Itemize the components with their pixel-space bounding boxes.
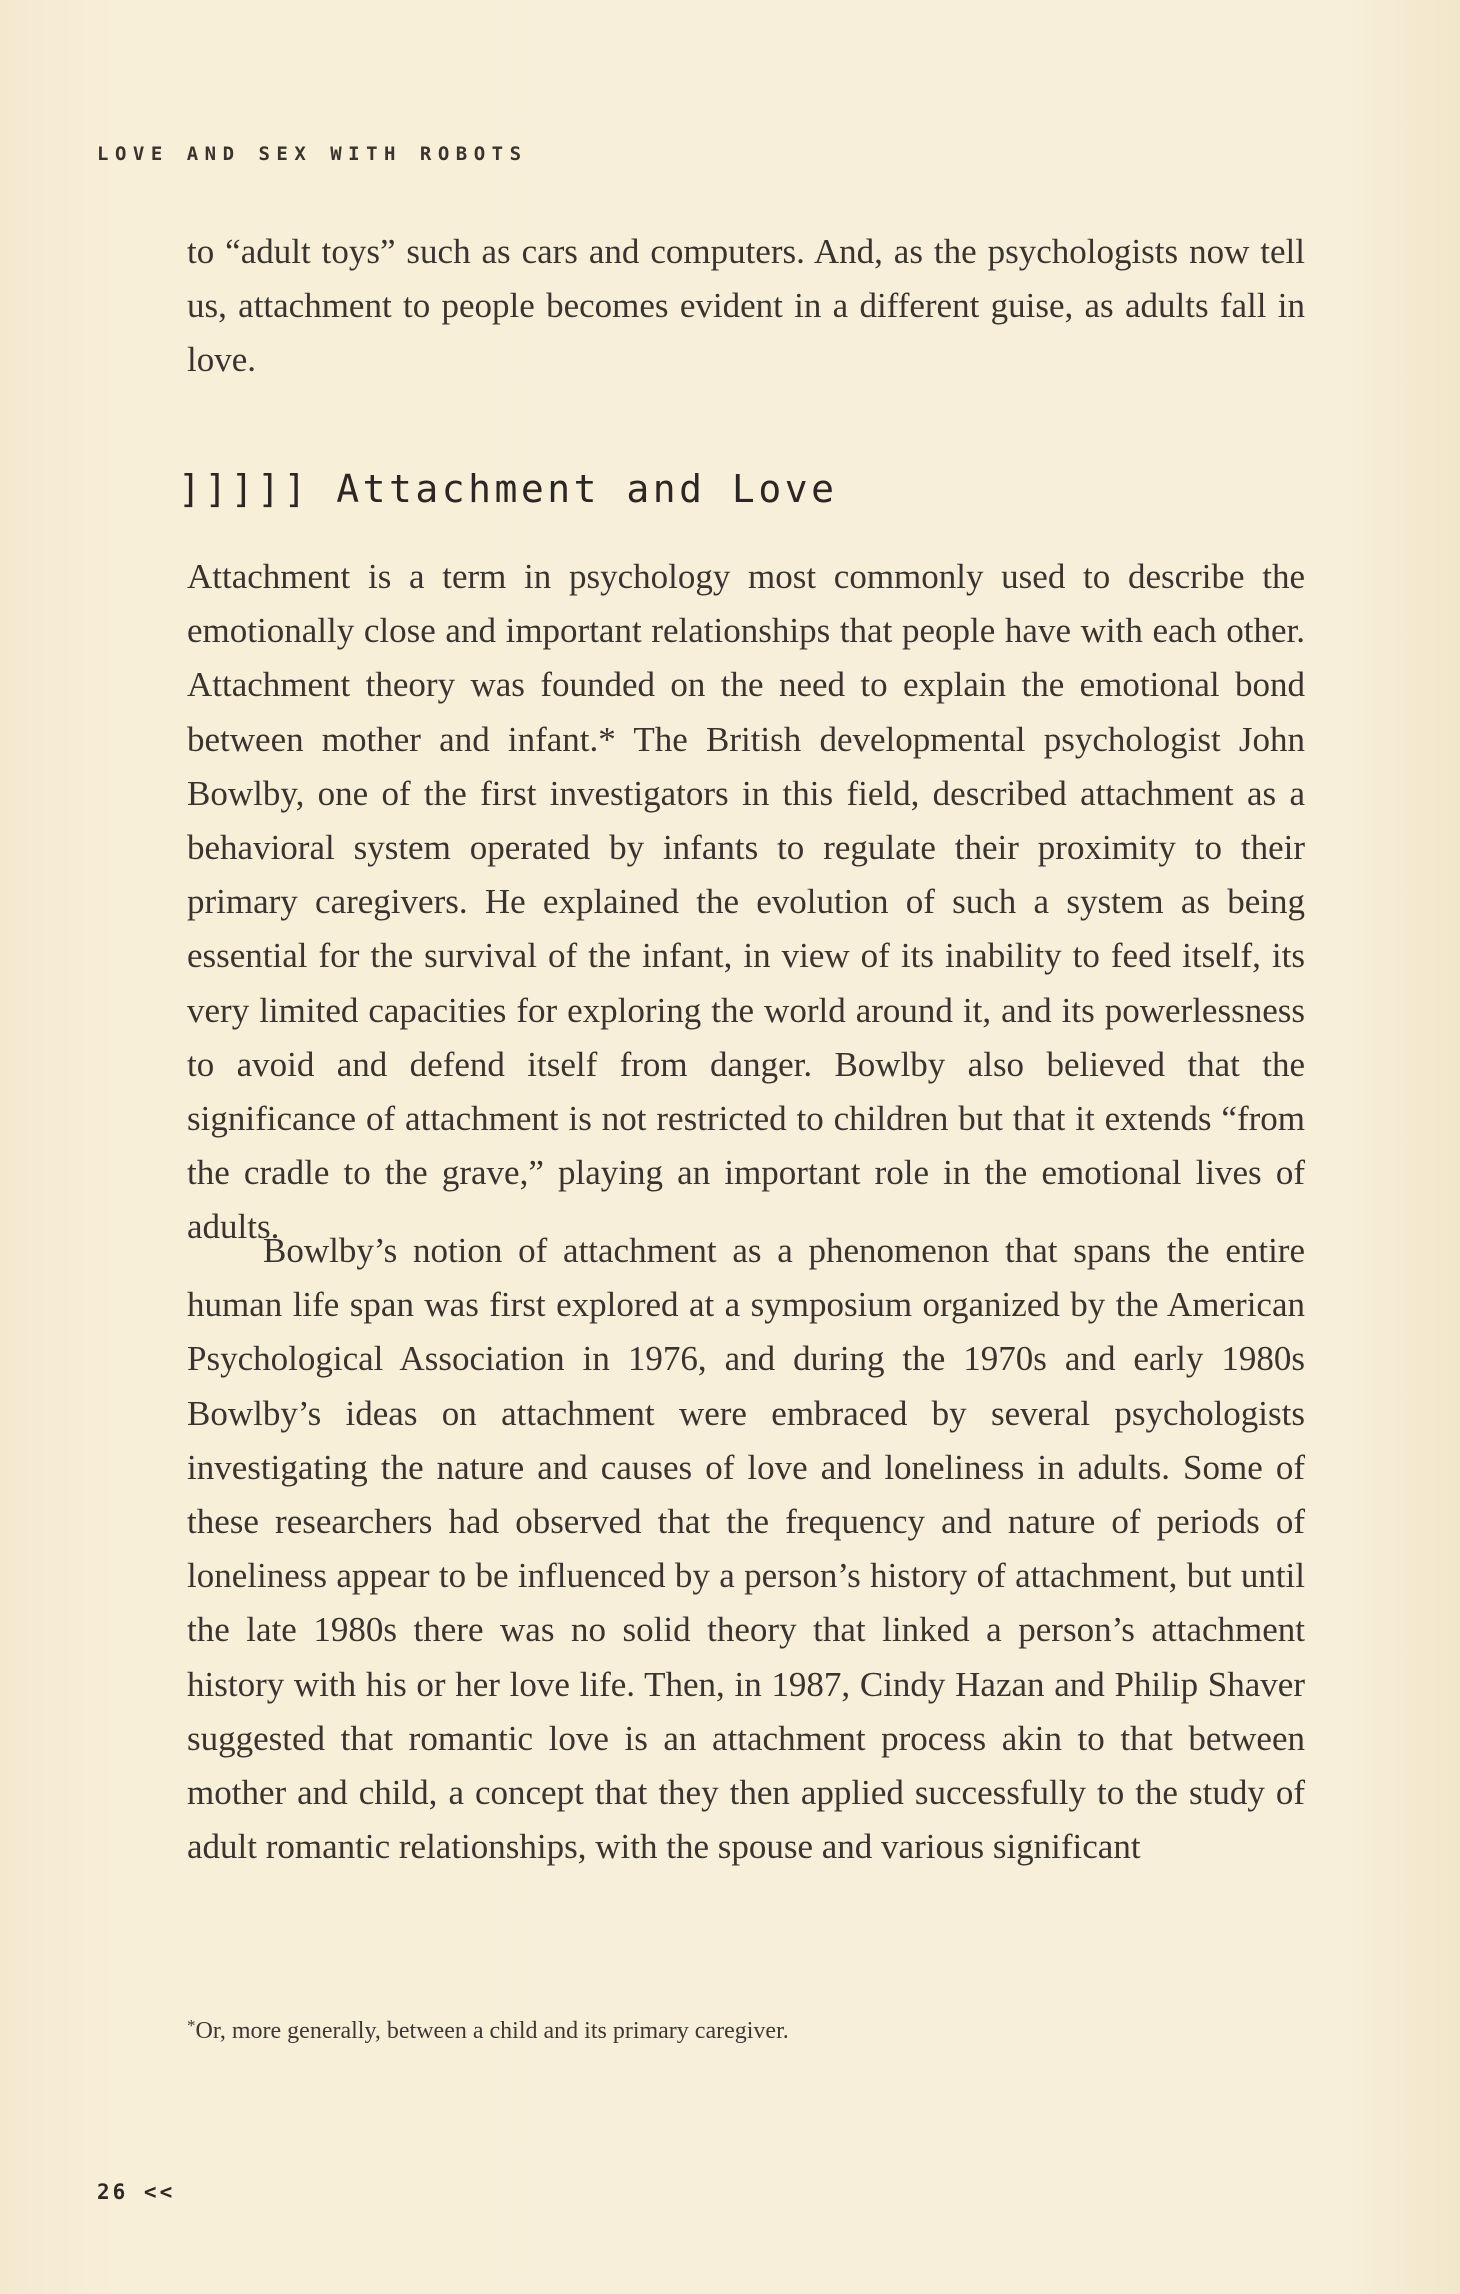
footnote-marker: * [187, 2016, 196, 2035]
section-heading: ]]]]] Attachment and Love [178, 467, 838, 511]
footnote-text: Or, more generally, between a child and its primary caregiver. [195, 2018, 789, 2044]
footnote [187, 2016, 789, 2045]
intro-paragraph: to “adult toys” such as cars and computers. And, as the psychologists now tell us, attachment to people becomes evident in a different guise, as adults fall in love. [187, 232, 1305, 380]
body-paragraph: Attachment is a term in psychology most commonly used to describe the emotionally close and important relationships that people have with each other. Attachment theory was founded on the need to explain the emotional bond between mother and infant.* The British developmental psychologist John Bowlby, one of the first investigators in this field, described attachment as a behavioral system operated by infants to regulate their proximity to their primary caregivers. He explained the evolution of such a system as being essential for the survival of the infant, in view of its inability to feed itself, its very limited capacities for exploring the world around it, and its powerlessness to avoid and defend itself from danger. Bowlby also believed that the significance of attachment is not restricted to children but that it extends “from the cradle to the grave,” playing an important role in the emotional lives of adults. [187, 557, 1305, 1247]
running-head: LOVE AND SEX WITH ROBOTS [97, 143, 528, 165]
page-number: 26 << [97, 2180, 176, 2204]
body-paragraph: Bowlby’s notion of attachment as a phenomenon that spans the entire human life span was first explored at a symposium organized by the American Psychological Association in 1976, and during the 1970s and early 1980s Bowlby’s ideas on attachment were embraced by several psychologists investigating the nature and causes of love and loneliness in adults. Some of these researchers had observed that the frequency and nature of periods of loneliness appear to be influenced by a person’s history of attachment, but until the late 1980s there was no solid theory that linked a person’s attachment history with his or her love life. Then, in 1987, Cindy Hazan and Philip Shaver suggested that romantic love is an attachment process akin to that between mother and child, a concept that they then applied successfully to the study of adult romantic relationships, with the spouse and various significant [187, 1231, 1305, 1867]
